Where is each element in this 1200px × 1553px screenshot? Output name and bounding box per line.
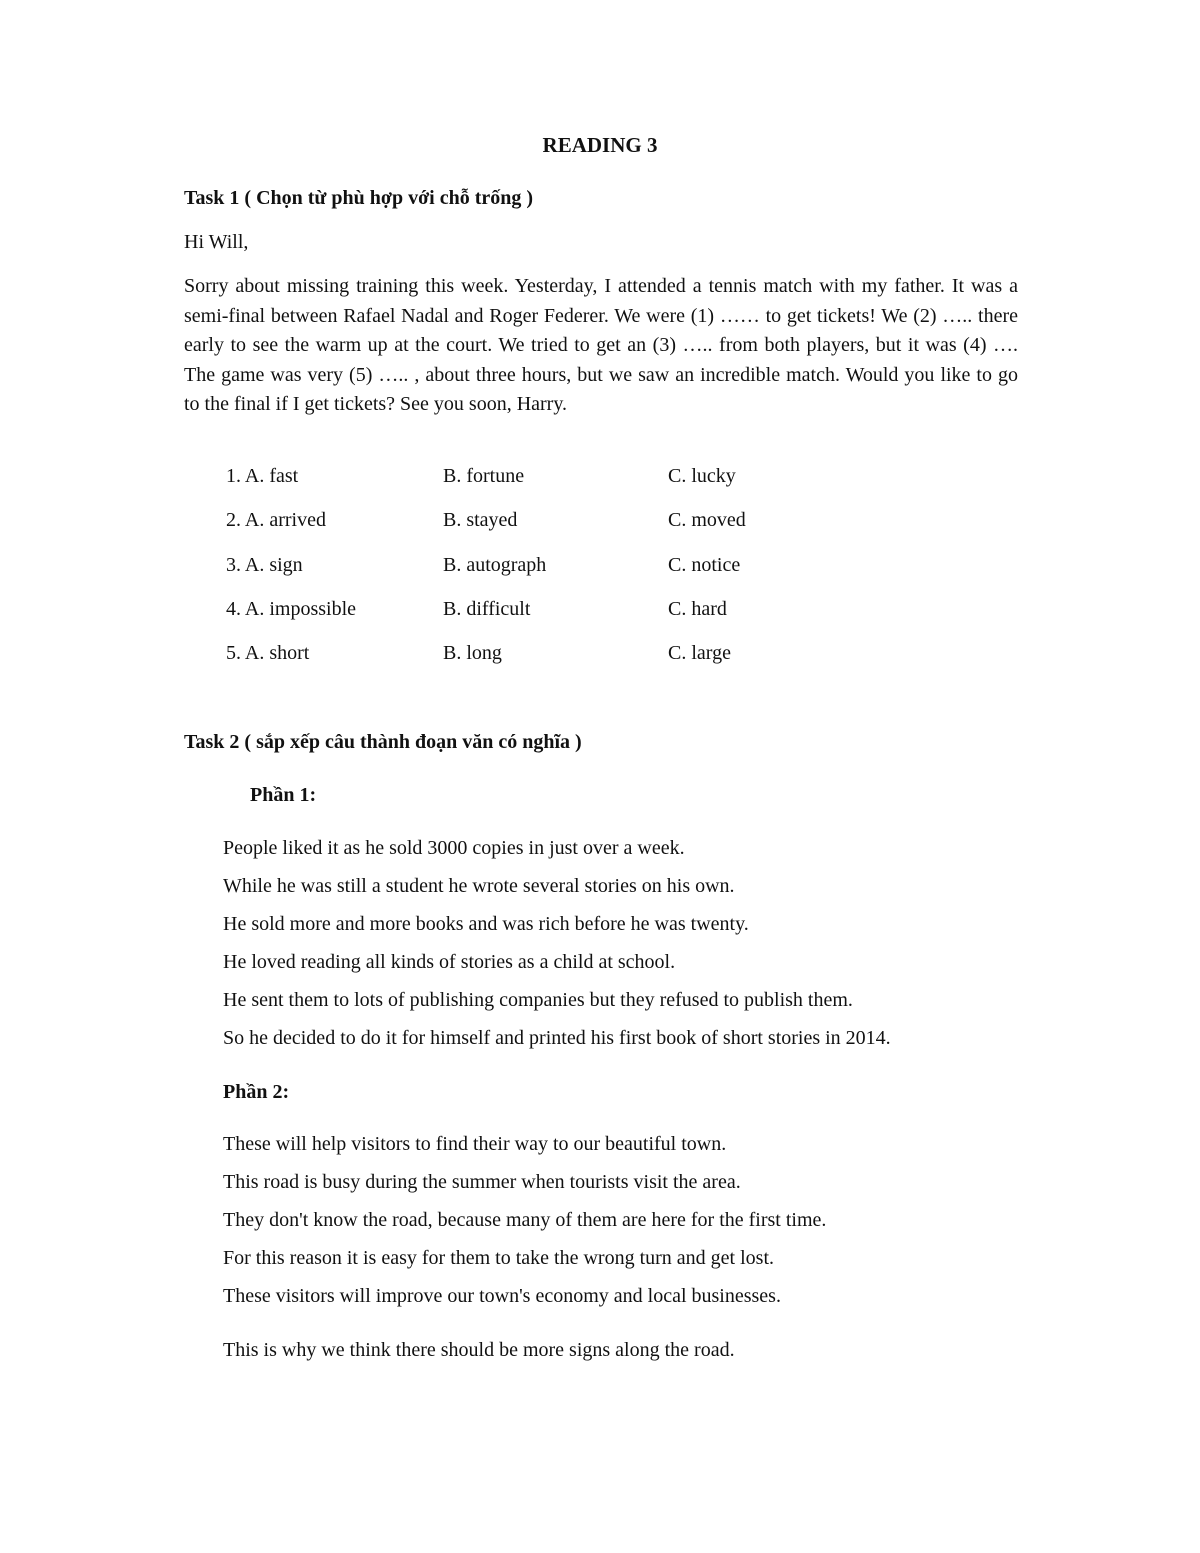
part1-label: Phần 1:: [250, 784, 317, 806]
page-title: READING 3: [542, 133, 658, 157]
list-item: For this reason it is easy for them to take the wrong turn and get lost.: [223, 1247, 775, 1269]
task1-heading: Task 1 ( Chọn từ phù hợp với chỗ trống ): [184, 187, 534, 209]
letter-greeting: Hi Will,: [184, 231, 249, 253]
option-b: B. autograph: [443, 554, 547, 576]
list-item: So he decided to do it for himself and printed his first book of short stories in 2014.: [223, 1027, 891, 1049]
option-a: 5. A. short: [226, 642, 310, 664]
list-item: He loved reading all kinds of stories as a child at school.: [223, 951, 676, 973]
option-c: C. notice: [668, 554, 741, 576]
option-a: 3. A. sign: [226, 554, 303, 576]
letter-paragraph: Sorry about missing training this week. Yesterday, I attended a tennis match with my father. It was a semi-final between Rafael Nadal and Roger Federer. We were (1) …… to get tickets! We (2) ….. there early to see the warm up at the court. We tried to get an (3) ….. from both players, but it was (4) …. The game was very (5) ….. , about three hours, but we saw an incredible match. Would you like to go to the final if I get tickets? See you soon, Harry.: [184, 275, 1018, 415]
option-a: 4. A. impossible: [226, 598, 357, 620]
list-item: He sent them to lots of publishing companies but they refused to publish them.: [223, 989, 853, 1011]
list-item: While he was still a student he wrote several stories on his own.: [223, 875, 735, 897]
option-b: B. difficult: [443, 598, 531, 620]
list-item: This is why we think there should be more signs along the road.: [223, 1339, 735, 1361]
option-b: B. long: [443, 642, 502, 664]
option-b: B. stayed: [443, 509, 518, 531]
list-item: These visitors will improve our town's economy and local businesses.: [223, 1285, 781, 1307]
option-c: C. lucky: [668, 465, 736, 487]
task2-heading: Task 2 ( sắp xếp câu thành đoạn văn có nghĩa ): [184, 731, 582, 753]
list-item: People liked it as he sold 3000 copies in just over a week.: [223, 837, 685, 859]
option-c: C. large: [668, 642, 731, 664]
option-c: C. hard: [668, 598, 727, 620]
list-item: They don't know the road, because many of them are here for the first time.: [223, 1209, 827, 1231]
option-a: 2. A. arrived: [226, 509, 326, 531]
list-item: This road is busy during the summer when tourists visit the area.: [223, 1171, 741, 1193]
option-a: 1. A. fast: [226, 465, 299, 487]
option-c: C. moved: [668, 509, 746, 531]
option-b: B. fortune: [443, 465, 525, 487]
list-item: He sold more and more books and was rich before he was twenty.: [223, 913, 749, 935]
list-item: These will help visitors to find their way to our beautiful town.: [223, 1133, 727, 1155]
part2-label: Phần 2:: [223, 1081, 290, 1103]
